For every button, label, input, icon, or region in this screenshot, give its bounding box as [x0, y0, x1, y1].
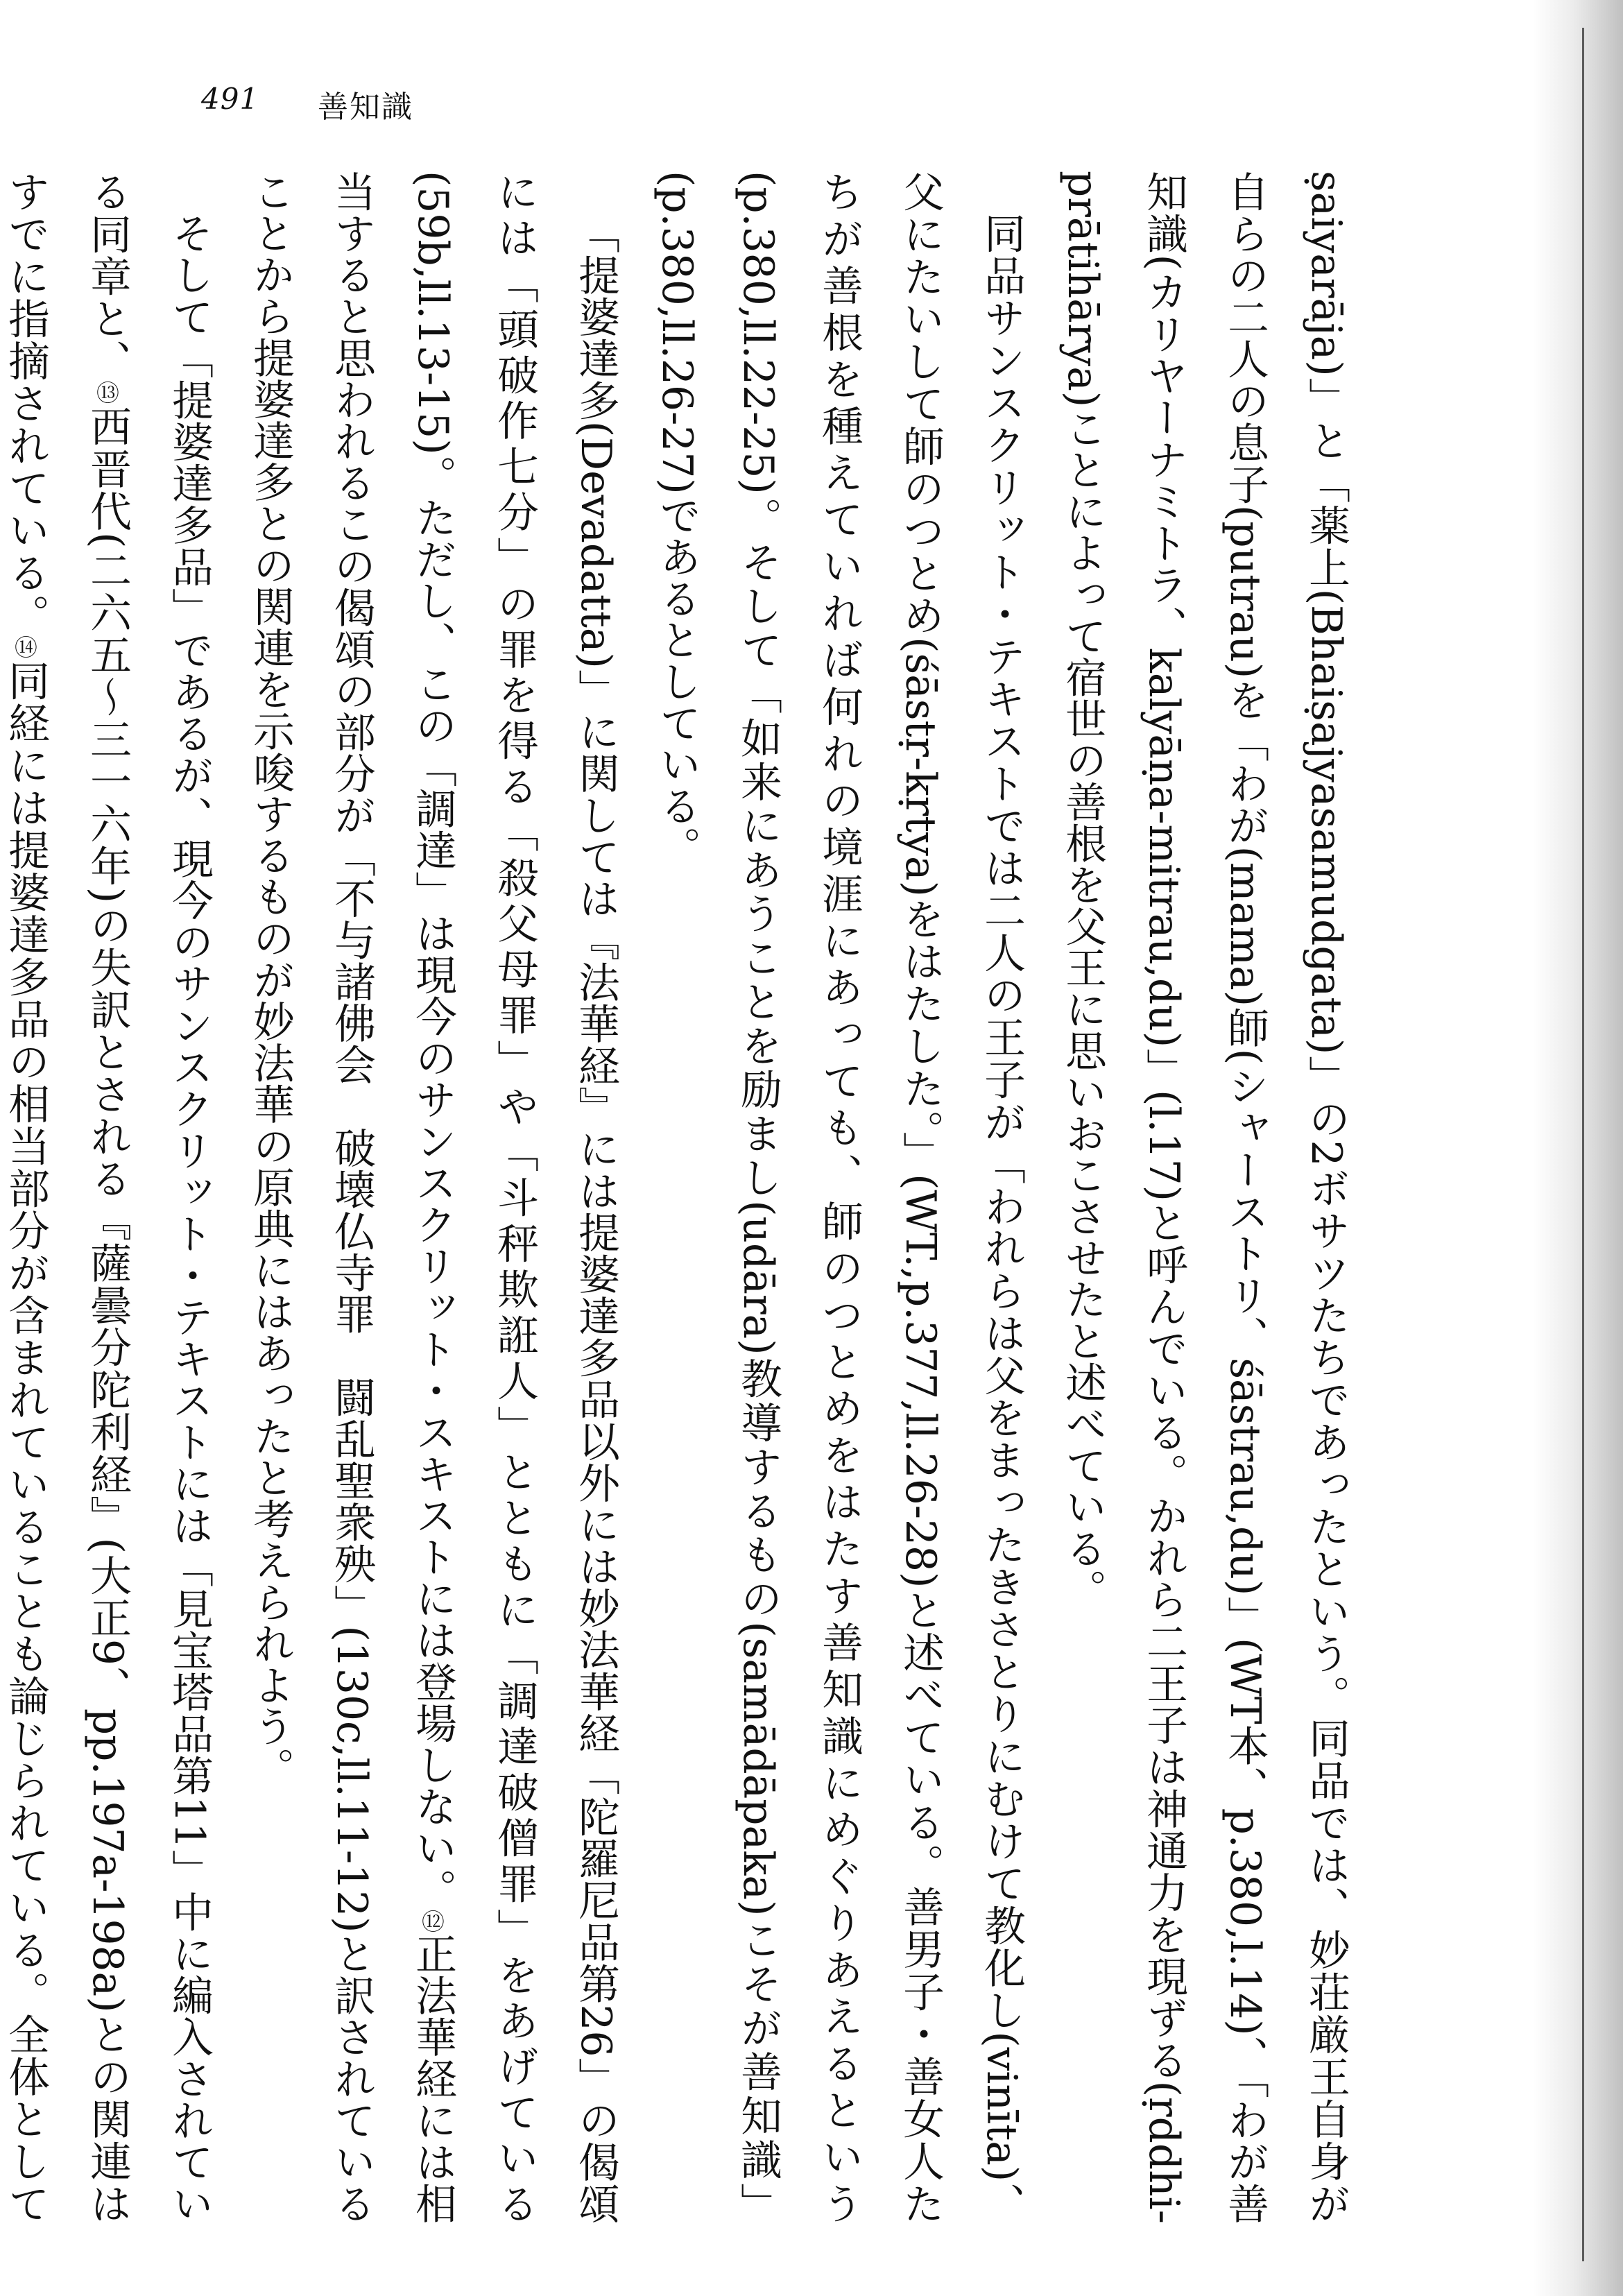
running-head: 善知識	[318, 89, 413, 125]
paragraph-4-text-a: そして「提婆達多品」であるが、現今のサンスクリット・テキストには「見宝塔品第11」中に編入されている同章と、	[83, 171, 214, 2224]
paragraph-2: 同品サンスクリット・テキストでは二人の王子が「われらは父をまったきさとりにむけて教化し(vinīta)、父にたいして師のつとめ(śāstṛ-kṛtya)をはたした。」(WT.,p.377,ll.26-28)と述べている。善男子・善女人たちが善根を種えていれば何れの境涯にあっても、師のつとめをはたす善知識にめぐりあえるという(p.380,ll.22-25)。そして「如来にあうことを励まし(udāra)教導するもの(samādāpaka)こそが善知識」(p.380,ll.26-27)であるとしている。	[653, 171, 1026, 2224]
page-number: 491	[201, 82, 259, 116]
note-ref-14: ⑭	[15, 635, 37, 659]
paragraph-4-text-c: 同経には提婆達多品の相当部分が含まれていることも論じられている。全体として	[1, 659, 50, 2224]
paragraph-3-text-b: 正法華経には相当すると思われるこの偈頌の部分が「不与諸佛会 破壊仏寺罪 闘乱聖衆殃」(130c,ll.11-12)と訳されていることから提婆達多との関連を示唆するものが妙法華の原典にはあったと考えられよう。	[246, 171, 457, 2224]
paragraph-3-text-a: 「提婆達多(Devadatta)」に関しては『法華経』には提婆達多品以外には妙法華経「陀羅尼品第26」の偈頌には「頭破作七分」の罪を得る「殺父母罪」や「斗秤欺誑人」とともに「調達破僧罪」をあげている(59b,ll.13-15)。ただし、この「調達」は現今のサンスクリット・スキストには登場しない。	[409, 171, 620, 2224]
page-edge-line	[1582, 28, 1584, 2261]
paragraph-1: ṣaiyarāja)」と「薬上(Bhaiṣajyasamudgata)」の2ボサツたちであったという。同品では、妙荘厳王自身が自らの二人の息子(putrau)を「わが(mama)師(シャーストリ、śāstrau,du)」(WT本、p.380,l.14)、「わが善知識(カリヤーナミトラ、kalyāṇa-mitrau,du)」(l.17)と呼んでいる。かれら二王子は神通力を現ずる(ṛddhi-prātihārya)ことによって宿世の善根を父王に思いおこさせたと述べている。	[1058, 171, 1350, 2224]
note-ref-12: ⑫	[422, 1910, 445, 1933]
note-ref-13: ⑬	[96, 382, 119, 405]
paragraph-4-text-b: 西晋代(二六五〜三一六年)の失訳とされる『薩曇分陀利経』(大正9、pp.197a-198a)との関連はすでに指摘されている。	[1, 171, 132, 2224]
paragraph-3	[230, 171, 636, 2224]
paragraph-4	[0, 171, 230, 2224]
body-text	[1, 171, 1366, 2224]
page-edge-shadow	[1533, 0, 1623, 2296]
